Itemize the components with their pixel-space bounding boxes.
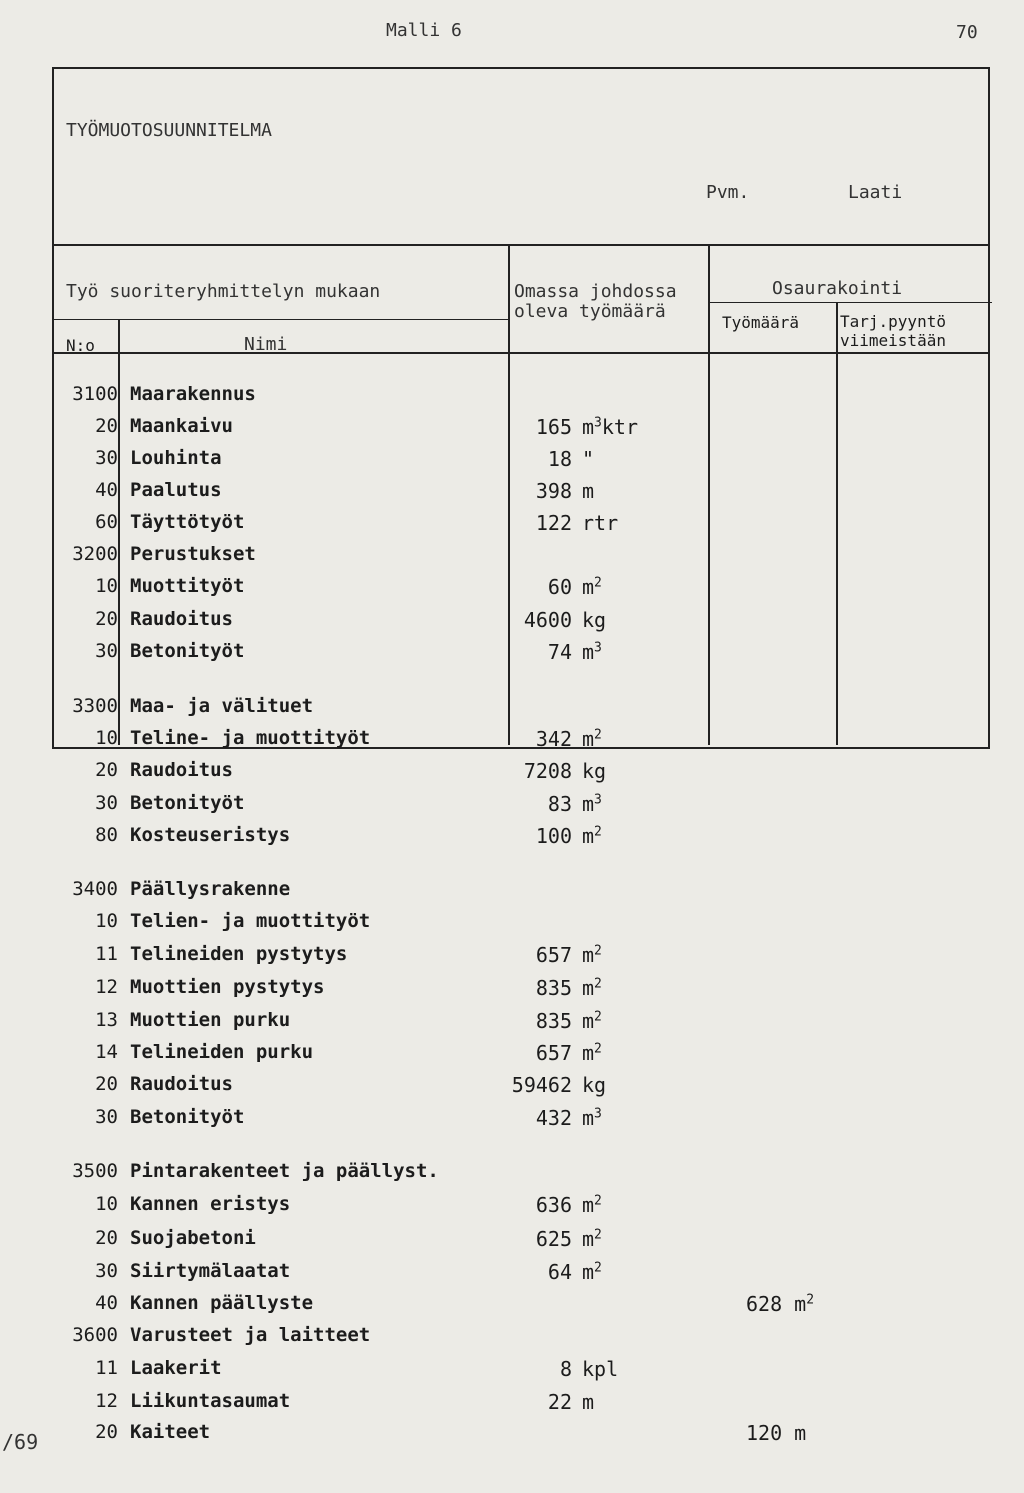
row-unit-exponent: 2 bbox=[594, 1193, 602, 1209]
row-amount: 74 bbox=[547, 640, 572, 664]
row-code: 3200 bbox=[72, 543, 118, 565]
header-bottom-line bbox=[54, 352, 990, 354]
row-code: 20 bbox=[95, 415, 118, 437]
row-unit-exponent: 2 bbox=[594, 1260, 602, 1276]
author-label: Laati bbox=[848, 182, 903, 203]
row-code: 10 bbox=[95, 1193, 118, 1215]
form-title: TYÖMUOTOSUUNNITELMA bbox=[66, 120, 272, 141]
row-unit bbox=[582, 1073, 606, 1097]
sub-header: Osaurakointi bbox=[772, 278, 903, 299]
row-unit-exponent: 2 bbox=[594, 1009, 602, 1025]
row-unit bbox=[582, 1041, 602, 1065]
row-code: 30 bbox=[95, 1260, 118, 1282]
row-code: 80 bbox=[95, 824, 118, 846]
row-unit-text: m bbox=[582, 792, 595, 816]
row-amount: 657 bbox=[535, 1041, 572, 1065]
row-unit-text: kg bbox=[582, 608, 607, 632]
row-code: 30 bbox=[95, 1106, 118, 1128]
row-name: Täyttötyöt bbox=[130, 511, 245, 533]
row-amount: 835 bbox=[535, 976, 572, 1000]
row-sub-amount-exponent: 2 bbox=[806, 1292, 815, 1308]
row-code: 3600 bbox=[72, 1324, 118, 1346]
row-amount: 64 bbox=[547, 1260, 572, 1284]
row-name: Maankaivu bbox=[130, 415, 233, 437]
row-name: Siirtymälaatat bbox=[130, 1260, 291, 1282]
row-name: Muottityöt bbox=[130, 575, 245, 597]
row-unit bbox=[582, 759, 606, 783]
row-amount: 625 bbox=[535, 1227, 572, 1251]
row-sub-amount bbox=[746, 1292, 814, 1316]
row-code: 30 bbox=[95, 792, 118, 814]
side-note: /69 bbox=[2, 1430, 39, 1454]
row-name: Raudoitus bbox=[130, 1073, 233, 1095]
sub-offer-header-line2: viimeistään bbox=[840, 331, 946, 350]
row-unit bbox=[582, 943, 602, 967]
row-unit-text: m bbox=[582, 1390, 595, 1414]
row-name: Telineiden pystytys bbox=[130, 943, 348, 965]
row-code: 40 bbox=[95, 479, 118, 501]
row-unit bbox=[582, 1390, 594, 1414]
row-code: 40 bbox=[95, 1292, 118, 1314]
row-amount: 22 bbox=[547, 1390, 572, 1414]
row-name: Kannen päällyste bbox=[130, 1292, 314, 1314]
row-unit-text: m bbox=[582, 976, 595, 1000]
row-name: Laakerit bbox=[130, 1357, 222, 1379]
row-amount: 8 bbox=[559, 1357, 572, 1381]
row-amount: 432 bbox=[535, 1106, 572, 1130]
row-code: 20 bbox=[95, 759, 118, 781]
row-code: 60 bbox=[95, 511, 118, 533]
row-unit bbox=[582, 1009, 602, 1033]
row-amount: 398 bbox=[535, 479, 572, 503]
row-amount: 59462 bbox=[511, 1073, 572, 1097]
row-unit bbox=[582, 415, 638, 439]
row-code: 20 bbox=[95, 608, 118, 630]
row-name: Varusteet ja laitteet bbox=[130, 1324, 371, 1346]
row-code: 3400 bbox=[72, 878, 118, 900]
row-unit-text: kpl bbox=[582, 1357, 619, 1381]
row-amount: 100 bbox=[535, 824, 572, 848]
row-sub-amount-text: 628 m bbox=[746, 1292, 807, 1316]
row-name: Betonityöt bbox=[130, 1106, 245, 1128]
row-name: Louhinta bbox=[130, 447, 222, 469]
row-unit bbox=[582, 976, 602, 1000]
row-name: Perustukset bbox=[130, 543, 256, 565]
sub-amount-header: Työmäärä bbox=[722, 313, 800, 332]
row-amount: 18 bbox=[547, 447, 572, 471]
row-unit bbox=[582, 1193, 602, 1217]
row-unit-exponent: 3 bbox=[594, 415, 602, 431]
row-unit bbox=[582, 608, 606, 632]
row-name: Kaiteet bbox=[130, 1421, 211, 1443]
row-amount: 7208 bbox=[523, 759, 572, 783]
sub-split-line bbox=[836, 303, 838, 745]
row-unit bbox=[582, 824, 602, 848]
row-unit-exponent: 3 bbox=[594, 1106, 602, 1122]
sub-offer-header-line1: Tarj.pyyntö bbox=[840, 312, 946, 331]
row-unit-text: m bbox=[582, 1009, 595, 1033]
row-name: Pintarakenteet ja päällyst. bbox=[130, 1160, 439, 1182]
row-code: 20 bbox=[95, 1421, 118, 1443]
row-unit bbox=[582, 447, 594, 471]
row-amount: 122 bbox=[535, 511, 572, 535]
row-name: Raudoitus bbox=[130, 759, 233, 781]
row-unit-exponent: 2 bbox=[594, 1227, 602, 1243]
row-unit-text: m bbox=[582, 415, 595, 439]
row-unit bbox=[582, 727, 602, 751]
work-group-underline bbox=[54, 319, 508, 320]
row-amount: 4600 bbox=[523, 608, 572, 632]
sub-underline bbox=[710, 302, 992, 303]
header-top-line bbox=[54, 244, 988, 246]
row-code: 14 bbox=[95, 1041, 118, 1063]
row-unit-exponent: 3 bbox=[594, 792, 602, 808]
row-name: Liikuntasaumat bbox=[130, 1390, 291, 1412]
row-unit-text: m bbox=[582, 1260, 595, 1284]
row-unit bbox=[582, 511, 618, 535]
row-name: Suojabetoni bbox=[130, 1227, 256, 1249]
row-unit-exponent: 2 bbox=[594, 976, 602, 992]
page-number: 70 bbox=[956, 22, 978, 43]
row-code: 20 bbox=[95, 1227, 118, 1249]
row-unit-text: m bbox=[582, 1106, 595, 1130]
row-unit bbox=[582, 575, 602, 599]
row-sub-amount-text: 120 m bbox=[746, 1421, 807, 1445]
row-amount: 60 bbox=[547, 575, 572, 599]
row-unit-text: m bbox=[582, 1193, 595, 1217]
row-code: 10 bbox=[95, 910, 118, 932]
row-name: Telien- ja muottityöt bbox=[130, 910, 371, 932]
row-unit-text: rtr bbox=[582, 511, 619, 535]
row-unit-text: " bbox=[582, 447, 595, 471]
row-unit-exponent: 2 bbox=[594, 824, 602, 840]
row-unit-text: m bbox=[582, 824, 595, 848]
row-unit-text: kg bbox=[582, 759, 607, 783]
date-label: Pvm. bbox=[706, 182, 750, 203]
row-unit bbox=[582, 1357, 618, 1381]
row-unit-exponent: 3 bbox=[594, 640, 602, 656]
row-amount: 342 bbox=[535, 727, 572, 751]
row-unit bbox=[582, 1227, 602, 1251]
row-unit-text: m bbox=[582, 943, 595, 967]
row-code: 11 bbox=[95, 943, 118, 965]
row-name: Maarakennus bbox=[130, 383, 256, 405]
row-code: 3300 bbox=[72, 695, 118, 717]
own-header-line2: oleva työmäärä bbox=[514, 301, 666, 322]
name-header: Nimi bbox=[244, 334, 288, 355]
row-unit-suffix: ktr bbox=[601, 415, 638, 439]
own-column-line bbox=[708, 245, 710, 745]
row-name: Muottien pystytys bbox=[130, 976, 325, 998]
row-name: Päällysrakenne bbox=[130, 878, 291, 900]
no-header: N:o bbox=[66, 336, 95, 355]
row-unit bbox=[582, 640, 602, 664]
row-code: 30 bbox=[95, 447, 118, 469]
row-name: Muottien purku bbox=[130, 1009, 291, 1031]
row-unit bbox=[582, 1106, 602, 1130]
row-name: Betonityöt bbox=[130, 792, 245, 814]
row-unit-text: m bbox=[582, 1227, 595, 1251]
row-amount: 835 bbox=[535, 1009, 572, 1033]
row-name: Kannen eristys bbox=[130, 1193, 291, 1215]
row-name: Raudoitus bbox=[130, 608, 233, 630]
row-amount: 657 bbox=[535, 943, 572, 967]
model-label: Malli 6 bbox=[386, 20, 462, 41]
row-code: 13 bbox=[95, 1009, 118, 1031]
row-code: 3100 bbox=[72, 383, 118, 405]
row-name: Teline- ja muottityöt bbox=[130, 727, 371, 749]
row-code: 3500 bbox=[72, 1160, 118, 1182]
row-name: Telineiden purku bbox=[130, 1041, 314, 1063]
work-group-header: Työ suoriteryhmittelyn mukaan bbox=[66, 281, 381, 302]
row-code: 30 bbox=[95, 640, 118, 662]
row-unit-exponent: 2 bbox=[594, 727, 602, 743]
row-code: 10 bbox=[95, 575, 118, 597]
row-unit-exponent: 2 bbox=[594, 1041, 602, 1057]
row-unit bbox=[582, 1260, 602, 1284]
row-amount: 636 bbox=[535, 1193, 572, 1217]
row-unit-text: kg bbox=[582, 1073, 607, 1097]
row-name: Kosteuseristys bbox=[130, 824, 291, 846]
own-header-line1: Omassa johdossa bbox=[514, 281, 677, 302]
row-unit-exponent: 2 bbox=[594, 943, 602, 959]
row-unit-exponent: 2 bbox=[594, 575, 602, 591]
row-code: 11 bbox=[95, 1357, 118, 1379]
row-name: Paalutus bbox=[130, 479, 222, 501]
row-unit bbox=[582, 479, 594, 503]
row-unit bbox=[582, 792, 602, 816]
code-column-line bbox=[118, 320, 120, 745]
row-unit-text: m bbox=[582, 727, 595, 751]
row-unit-text: m bbox=[582, 1041, 595, 1065]
row-name: Maa- ja välituet bbox=[130, 695, 314, 717]
row-code: 20 bbox=[95, 1073, 118, 1095]
row-unit-text: m bbox=[582, 640, 595, 664]
row-unit-text: m bbox=[582, 575, 595, 599]
row-sub-amount bbox=[746, 1421, 806, 1445]
row-code: 12 bbox=[95, 1390, 118, 1412]
row-code: 10 bbox=[95, 727, 118, 749]
row-amount: 83 bbox=[547, 792, 572, 816]
row-code: 12 bbox=[95, 976, 118, 998]
row-name: Betonityöt bbox=[130, 640, 245, 662]
row-unit-text: m bbox=[582, 479, 595, 503]
row-amount: 165 bbox=[535, 415, 572, 439]
